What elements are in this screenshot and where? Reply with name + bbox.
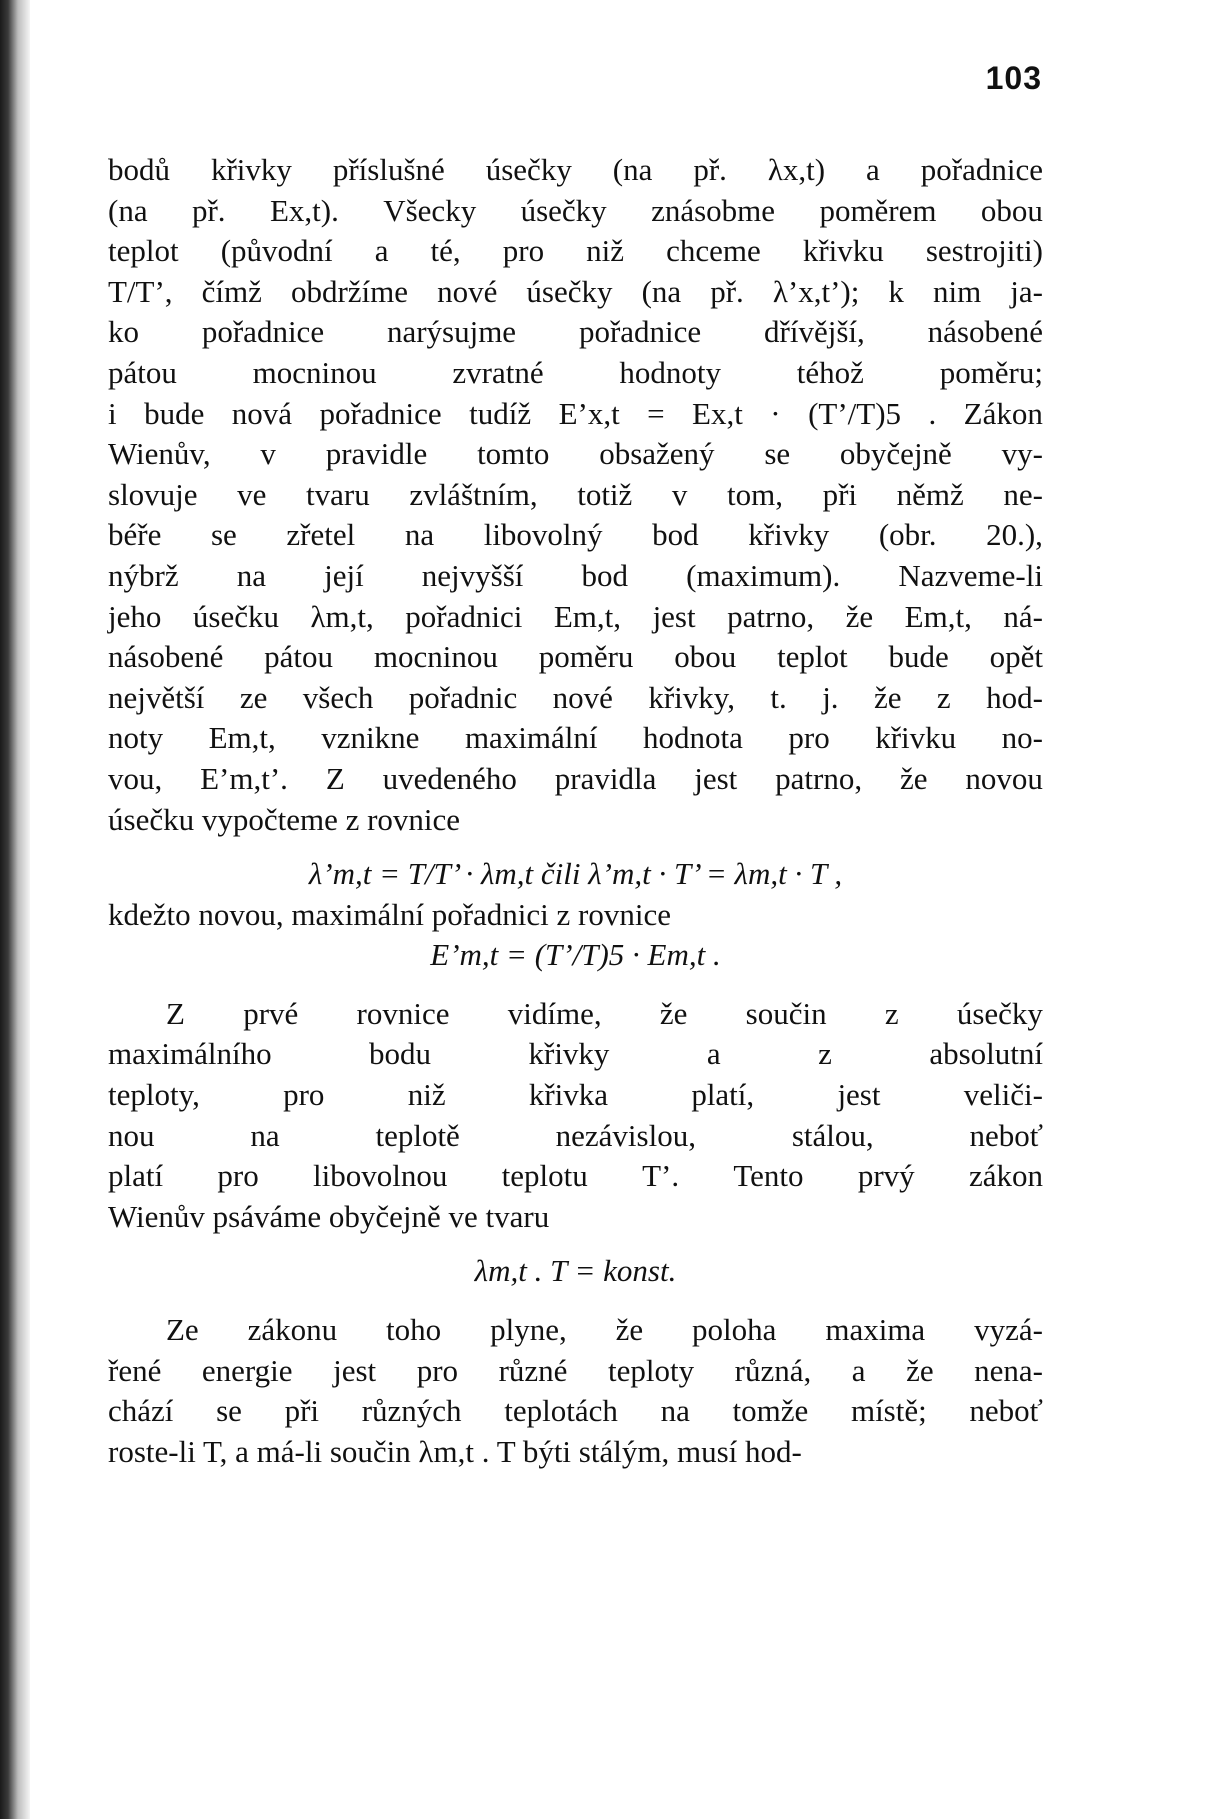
book-spine-shadow — [0, 0, 30, 1819]
text-line: pátou mocninou zvratné hodnoty téhož poměru; — [108, 354, 1043, 390]
text-line: ko pořadnice narýsujme pořadnice dřívější, násobené — [108, 314, 1043, 350]
text-line: Wienův psáváme obyčejně ve tvaru — [108, 1198, 550, 1234]
text-line: bodů křivky příslušné úsečky (na př. λx,t) a pořadnice — [108, 152, 1043, 187]
equation-wavelength: λ’m,t = T/T’ · λm,t čili λ’m,t · T’ = λm,t · T , — [308, 856, 843, 892]
text-line: chází se při různých teplotách na tomže místě; neboť — [108, 1393, 1043, 1429]
text-line: (na př. Ex,t). Všecky úsečky znásobme poměrem obou — [108, 192, 1043, 228]
paragraph-2 — [108, 994, 1043, 1238]
text-line: noty Em,t, vznikne maximální hodnota pro křivku no- — [108, 720, 1043, 756]
text-line: úsečku vypočteme z rovnice — [108, 801, 461, 837]
text-line: béře se zřetel na libovolný bod křivky (obr. 20.), — [108, 517, 1043, 553]
paragraph-3 — [108, 1310, 1043, 1472]
text-line: roste-li T, a má-li součin λm,t . T býti stálým, musí hod- — [108, 1433, 802, 1469]
text-line: teplot (původní a té, pro niž chceme křivku sestrojiti) — [108, 233, 1043, 269]
text-line: největší ze všech pořadnic nové křivky, t. j. že z hod- — [108, 679, 1043, 715]
text-line: teploty, pro niž křivka platí, jest veliči- — [108, 1077, 1043, 1113]
text-line: nou na teplotě nezávislou, stálou, neboť — [108, 1117, 1043, 1153]
paragraph-1 — [108, 150, 1043, 840]
text-line: násobené pátou mocninou poměru obou teplot bude opět — [108, 639, 1043, 675]
text-line: Z prvé rovnice vidíme, že součin z úsečky — [166, 995, 1043, 1031]
text-line: řené energie jest pro různé teploty různá, a že nena- — [108, 1352, 1043, 1388]
body-text — [108, 150, 1043, 1472]
text-line: T/T’, čímž obdržíme nové úsečky (na př. λ’x,t’); k nim ja- — [108, 273, 1043, 309]
text-line: Wienův, v pravidle tomto obsažený se obyčejně vy- — [108, 436, 1043, 472]
text-line: kdežto novou, maximální pořadnici z rovnice — [108, 896, 671, 932]
text-line: maximálního bodu křivky a z absolutní — [108, 1036, 1043, 1072]
page-number: 103 — [985, 60, 1042, 96]
equation-wien-constant: λm,t . T = konst. — [474, 1253, 677, 1289]
text-line: vou, E’m,t’. Z uvedeného pravidla jest patrno, že novou — [108, 760, 1043, 796]
text-line: i bude nová pořadnice tudíž E’x,t = Ex,t · (T’/T)5 . Zákon — [108, 395, 1043, 431]
text-line: nýbrž na její nejvyšší bod (maximum). Nazveme-li — [108, 557, 1043, 593]
text-line: slovuje ve tvaru zvláštním, totiž v tom, při němž ne- — [108, 476, 1043, 512]
text-line: platí pro libovolnou teplotu T’. Tento prvý zákon — [108, 1158, 1043, 1194]
text-line: Ze zákonu toho plyne, že poloha maxima vyzá- — [166, 1312, 1043, 1348]
text-line: jeho úsečku λm,t, pořadnici Em,t, jest patrno, že Em,t, ná- — [108, 598, 1043, 634]
equation-ordinate: E’m,t = (T’/T)5 · Em,t . — [430, 937, 721, 973]
